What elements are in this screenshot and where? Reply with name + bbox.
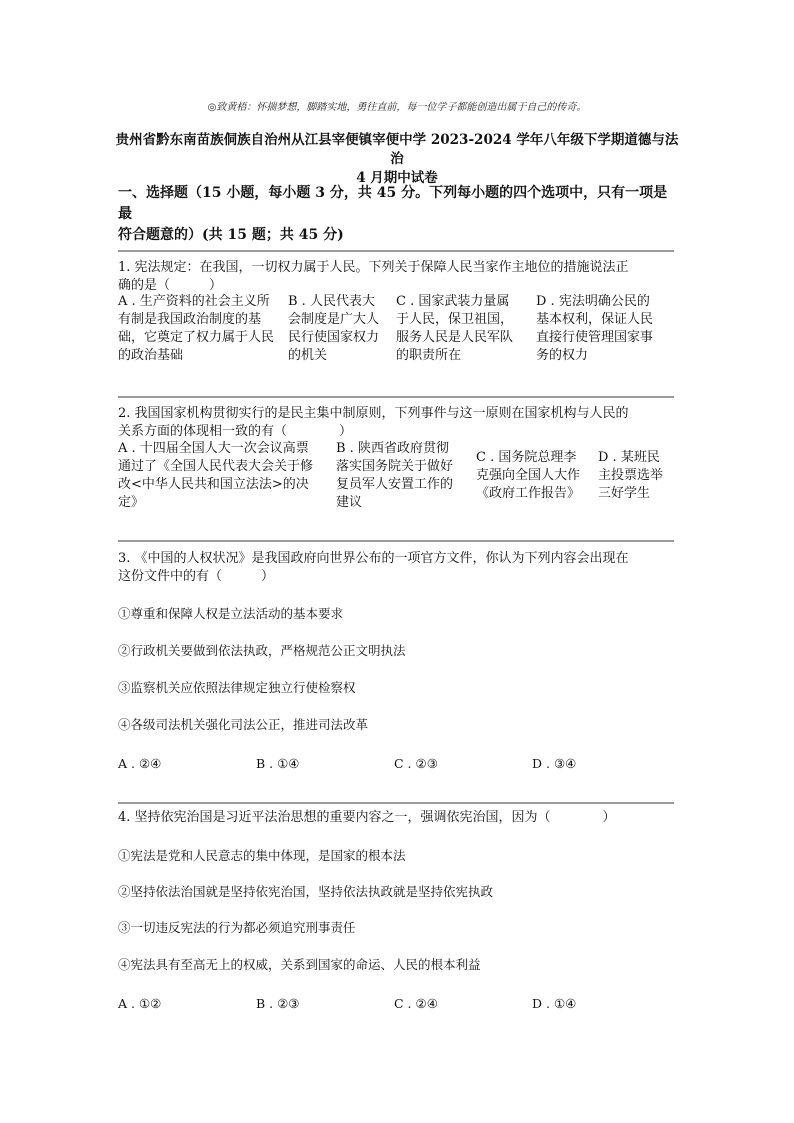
option-text-line: C . 国家武装力量属 [396,294,510,309]
question-divider [118,540,674,542]
question-1-options [118,293,678,365]
option-text-line: 有制是我国政治制度的基 [118,312,262,327]
question-stem-line: 1. 宪法规定：在我国，一切权力属于人民。下列关于保障人民当家作主地位的措施说法正 [118,260,629,275]
statement-4: ④各级司法机关强化司法公正，推进司法改革 [118,717,369,732]
question-stem-line: 关系方面的体现相一致的有（ ） [118,424,353,439]
option-text-line: 《政府工作报告》 [476,486,581,501]
option-c[interactable] [476,449,598,503]
option-c[interactable] [396,293,536,365]
option-text-line: 建议 [336,495,363,510]
statement-2: ②坚持依法治国就是坚持依宪治国，坚持依法执政就是坚持依宪执政 [118,884,494,899]
option-text-line: B . 陕西省政府贯彻 [336,441,449,456]
option-text-line: 通过了《全国人民代表大会关于修 [118,459,314,474]
option-text-line: 的机关 [288,348,328,363]
section-heading [118,183,678,246]
option-text-line: A . 十四届全国人大一次会议高票 [118,441,309,456]
question-4-stem [118,809,678,827]
choice-a[interactable]: A . ①② [118,996,162,1011]
option-text-line: 于人民，保卫祖国， [396,312,514,327]
option-text-line: A . 生产资料的社会主义所 [118,294,270,309]
option-d[interactable] [536,293,678,365]
option-text-line: 三好学生 [598,486,651,501]
question-stem-line: 这份文件中的有（ ） [118,569,275,584]
question-3-stem [118,550,678,586]
question-2-stem [118,405,678,441]
question-stem-line: 2. 我国国家机构贯彻实行的是民主集中制原则，下列事件与这一原则在国家机构与人民的 [118,406,629,421]
exam-title-line-1: 贵州省黔东南苗族侗族自治州从江县宰便镇宰便中学 2023-2024 学年八年级下学期道德与法治 [115,132,679,167]
statement-1: ①宪法是党和人民意志的集中体现，是国家的根本法 [118,848,406,863]
question-1-stem [118,259,678,295]
section-heading-line-1: 一、选择题（15 小题，每小题 3 分，共 45 分。下列每小题的四个选项中，只有一项是最 [118,185,668,222]
question-stem-line: 确的是（ ） [118,278,223,293]
option-text-line: 主投票选举 [598,468,664,483]
question-4-choices [118,995,678,1013]
option-a[interactable] [118,293,288,365]
option-b[interactable] [336,440,476,512]
choice-d[interactable]: D . ①④ [532,996,577,1011]
option-text-line: 改<中华人民共和国立法法>的决 [118,477,309,492]
statement-3: ③一切违反宪法的行为都必须追究刑事责任 [118,920,356,935]
section-heading-line-2: 符合题意的）(共 15 题；共 45 分) [118,227,344,243]
header-motto: ◎致黄梧：怀揣梦想，脚踏实地，勇往直前，每一位学子都能创造出属于自己的传奇。 [207,102,587,113]
option-text-line: 的政治基础 [118,348,184,363]
question-3-choices [118,755,678,773]
statement-4: ④宪法具有至高无上的权威，关系到国家的命运、人民的根本利益 [118,957,481,972]
question-divider [118,802,674,804]
question-divider [118,250,674,252]
choice-b[interactable]: B . ①④ [256,756,300,771]
choice-c[interactable]: C . ②④ [394,996,438,1011]
question-stem-line: 3. 《中国的人权状况》是我国政府向世界公布的一项官方文件，你认为下列内容会出现在 [118,551,629,566]
choice-a[interactable]: A . ②④ [118,756,162,771]
option-text-line: 定》 [118,495,145,510]
option-text-line: 直接行使管理国家事 [536,330,654,345]
option-text-line: 的职责所在 [396,348,462,363]
statement-3: ③监察机关应依照法律规定独立行使检察权 [118,680,356,695]
option-text-line: 落实国务院关于做好 [336,459,454,474]
option-text-line: 民行使国家权力 [288,330,380,345]
question-2-options [118,440,678,512]
statement-1: ①尊重和保障人权是立法活动的基本要求 [118,606,344,621]
choice-b[interactable]: B . ②③ [256,996,300,1011]
option-b[interactable] [288,293,396,365]
option-text-line: 复员军人安置工作的 [336,477,454,492]
exam-title-line-2: 4 月期中试卷 [356,170,438,186]
option-text-line: 服务人民是人民军队 [396,330,514,345]
option-text-line: D . 某班民 [598,450,660,465]
option-a[interactable] [118,440,336,512]
option-text-line: 基本权利，保证人民 [536,312,654,327]
option-text-line: 础，它奠定了权力属于人民 [118,330,275,345]
option-text-line: B . 人民代表大 [288,294,375,309]
question-stem-line: 4. 坚持依宪治国是习近平法治思想的重要内容之一，强调依宪治国，因为（ ） [118,810,616,825]
question-divider [118,396,674,398]
option-text-line: 务的权力 [536,348,589,363]
option-text-line: 克强向全国人大作 [476,468,581,483]
option-d[interactable] [598,449,678,503]
exam-title [110,131,684,188]
choice-c[interactable]: C . ②③ [394,756,438,771]
statement-2: ②行政机关要做到依法执政，严格规范公正文明执法 [118,643,406,658]
option-text-line: 会制度是广大人 [288,312,380,327]
choice-d[interactable]: D . ③④ [532,756,577,771]
option-text-line: D . 宪法明确公民的 [536,294,650,309]
option-text-line: C . 国务院总理李 [476,450,577,465]
